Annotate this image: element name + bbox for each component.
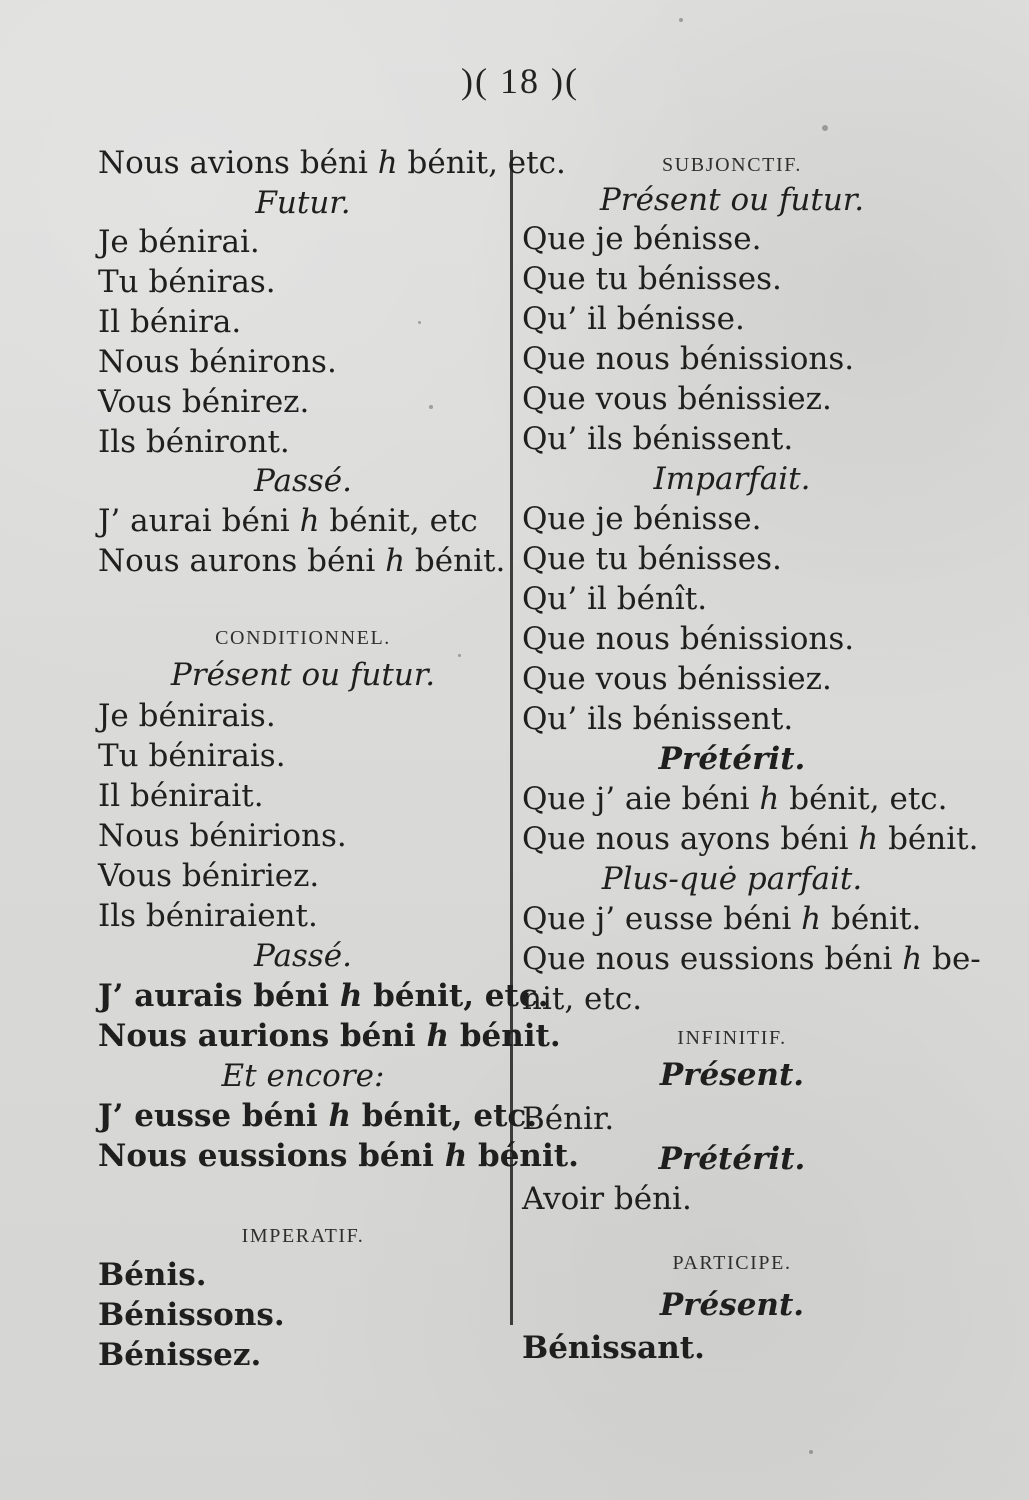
paper-speck: [822, 125, 828, 131]
futur-line-5: Vous bénirez.: [98, 384, 310, 420]
conditionnel-subtitle: Présent ou futur.: [170, 657, 436, 693]
futur-line-3: Il bénira.: [98, 304, 242, 340]
subjonctif-line-2: Que tu bénisses.: [522, 261, 782, 297]
imperatif-line-1: Bénis.: [98, 1257, 207, 1293]
paper-speck: [679, 18, 683, 22]
infinitif-preterit-heading: Prétérit.: [658, 1141, 806, 1177]
subjonctif-title: SUBJONCTIF.: [662, 154, 802, 176]
futur-line-4: Nous bénirons.: [98, 344, 337, 380]
imparfait-line-1: Que je bénisse.: [522, 501, 762, 537]
conditionnel-passe-heading: Passé.: [254, 938, 352, 974]
subjonctif-line-5: Que vous bénissiez.: [522, 381, 832, 417]
conditionnel-line-5: Vous béniriez.: [98, 858, 320, 894]
plus-que-parfait-line-1: Que j’ eusse béni ℎ bénit.: [522, 901, 922, 937]
plus-que-parfait-heading: Plus-quė parfait.: [601, 861, 863, 897]
preterit-line-2: Que nous ayons béni ℎ bénit.: [522, 821, 979, 857]
imparfait-heading: Imparfait.: [653, 461, 811, 497]
conditionnel-passe-line-2: Nous aurions béni ℎ bénit.: [98, 1018, 561, 1054]
imparfait-line-6: Qu’ ils bénissent.: [522, 701, 794, 737]
conditionnel-passe-line-1: J’ aurais béni ℎ bénit, etc.: [98, 978, 549, 1014]
conditionnel-line-4: Nous bénirions.: [98, 818, 347, 854]
infinitif-present-value: Bénir.: [522, 1101, 615, 1137]
imperatif-line-2: Bénissons.: [98, 1297, 285, 1333]
paper-speck: [429, 405, 433, 409]
imperatif-line-3: Bénissez.: [98, 1337, 262, 1373]
conditionnel-line-2: Tu bénirais.: [98, 738, 286, 774]
plus-que-parfait-line-3: nit, etc.: [522, 981, 643, 1017]
imparfait-line-4: Que nous bénissions.: [522, 621, 855, 657]
passe-heading: Passé.: [254, 463, 352, 499]
futur-line-2: Tu béniras.: [98, 264, 276, 300]
subjonctif-subtitle: Présent ou futur.: [599, 182, 865, 218]
imparfait-line-3: Qu’ il bénît.: [522, 581, 708, 617]
subjonctif-line-6: Qu’ ils bénissent.: [522, 421, 794, 457]
subjonctif-line-3: Qu’ il bénisse.: [522, 301, 745, 337]
paper-speck: [458, 654, 461, 657]
left-line-1: Nous avions béni ℎ bénit, etc.: [98, 145, 566, 181]
futur-line-1: Je bénirai.: [98, 224, 260, 260]
imparfait-line-5: Que vous bénissiez.: [522, 661, 832, 697]
infinitif-preterit-value: Avoir béni.: [522, 1181, 692, 1217]
plus-que-parfait-line-2: Que nous eussions béni ℎ be-: [522, 941, 981, 977]
subjonctif-line-4: Que nous bénissions.: [522, 341, 855, 377]
paper-speck: [418, 321, 421, 324]
paper-speck: [809, 1450, 813, 1454]
passe-line-2: Nous aurons béni ℎ bénit.: [98, 543, 506, 579]
imperatif-title: IMPERATIF.: [241, 1225, 365, 1247]
subjonctif-line-1: Que je bénisse.: [522, 221, 762, 257]
conditionnel-line-1: Je bénirais.: [98, 698, 276, 734]
participe-present-value: Bénissant.: [522, 1330, 705, 1366]
et-encore-line-1: J’ eusse béni ℎ bénit, etc.: [98, 1098, 538, 1134]
participe-present-heading: Présent.: [659, 1287, 805, 1323]
et-encore-line-2: Nous eussions béni ℎ bénit.: [98, 1138, 579, 1174]
infinitif-present-heading: Présent.: [659, 1057, 805, 1093]
preterit-line-1: Que j’ aie béni ℎ bénit, etc.: [522, 781, 948, 817]
page-number: )( 18 )(: [461, 61, 579, 101]
conditionnel-title: CONDITIONNEL.: [215, 627, 391, 649]
passe-line-1: J’ aurai béni ℎ bénit, etc: [98, 503, 478, 539]
infinitif-title: INFINITIF.: [677, 1027, 787, 1049]
futur-line-6: Ils béniront.: [98, 424, 290, 460]
conditionnel-line-3: Il bénirait.: [98, 778, 264, 814]
futur-heading: Futur.: [255, 185, 351, 221]
preterit-heading: Prétérit.: [658, 741, 806, 777]
conditionnel-line-6: Ils béniraient.: [98, 898, 318, 934]
imparfait-line-2: Que tu bénisses.: [522, 541, 782, 577]
participe-title: PARTICIPE.: [672, 1252, 792, 1274]
et-encore-heading: Et encore:: [221, 1058, 385, 1094]
